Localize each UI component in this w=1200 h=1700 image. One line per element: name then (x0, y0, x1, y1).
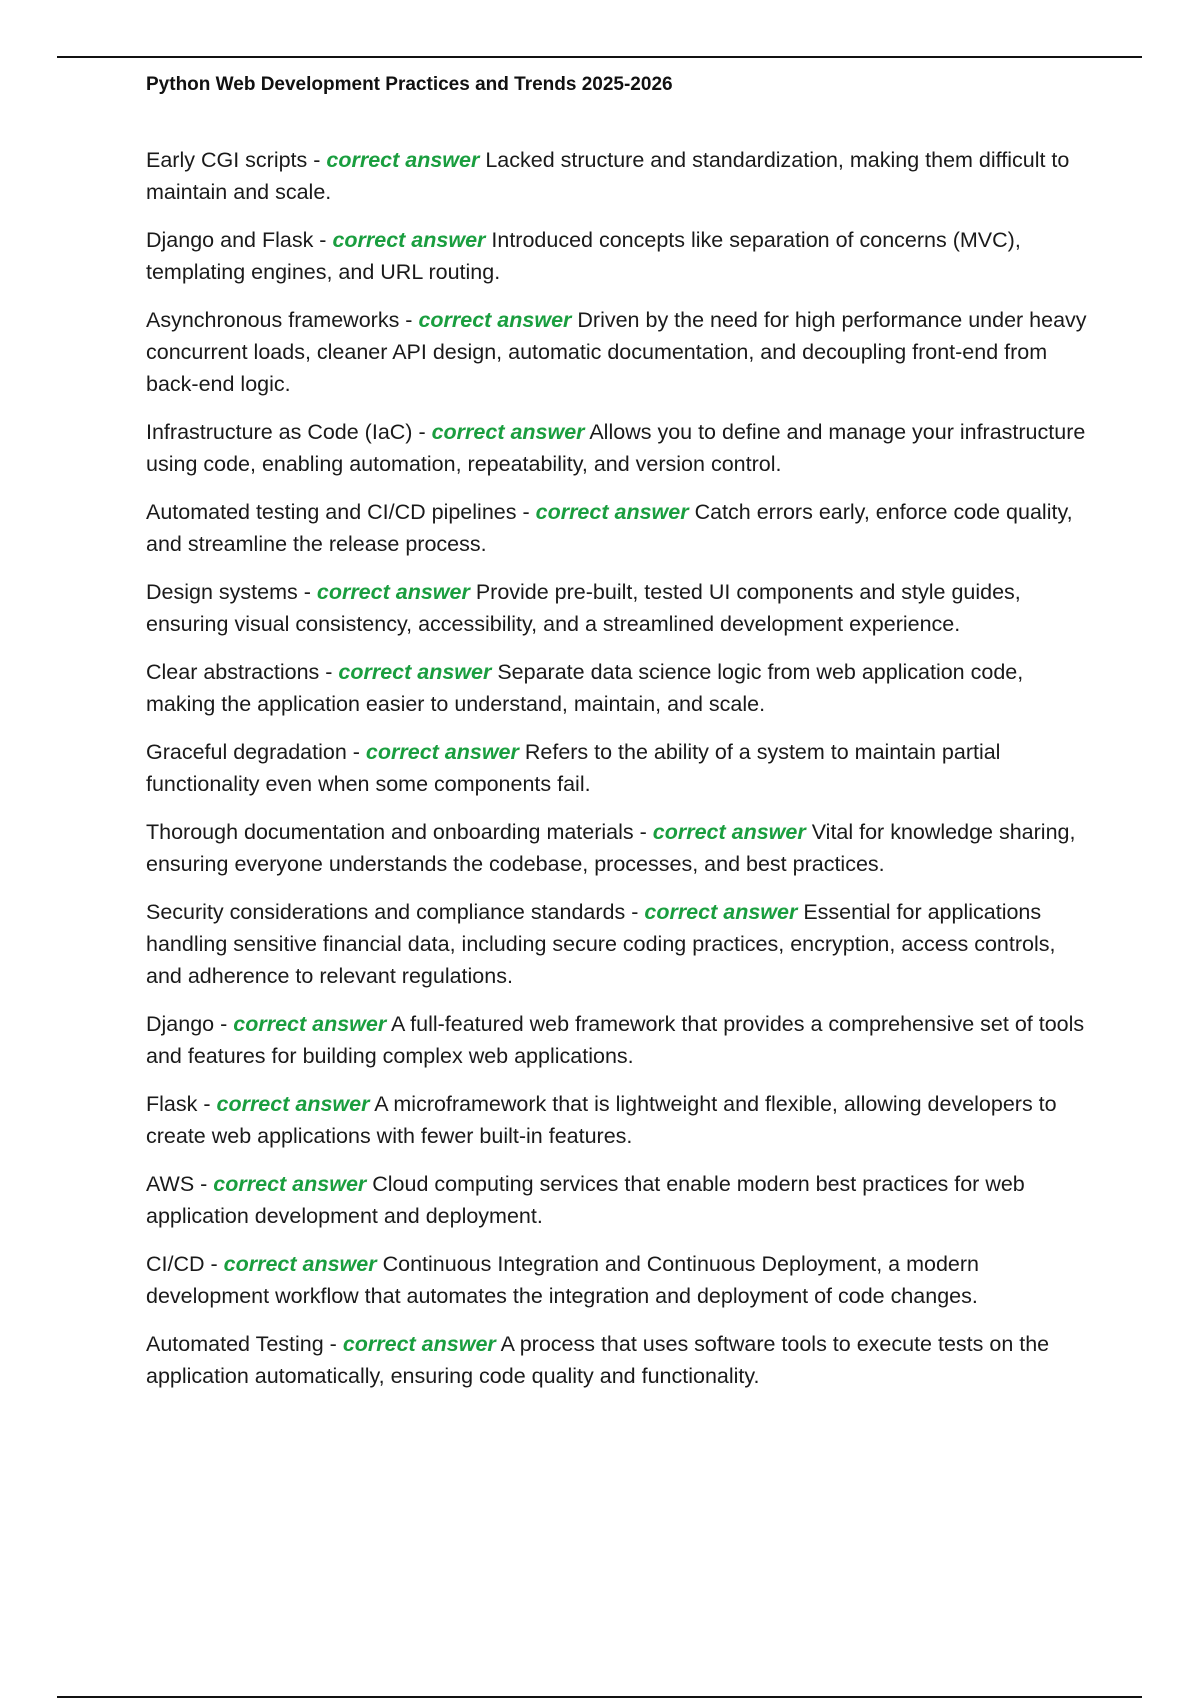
entry-design-systems (146, 576, 1096, 640)
entry-definition: Catch errors early, enforce code quality, and streamline the release process. (146, 500, 1073, 556)
entry-term: Graceful degradation (146, 740, 347, 764)
entry-definition: A microframework that is lightweight and flexible, allowing developers to create web applications with fewer built-in features. (146, 1092, 1057, 1148)
entry-term: Django (146, 1012, 215, 1036)
entry-term: Design systems (146, 580, 298, 604)
entry-definition: Lacked structure and standardization, making them difficult to maintain and scale. (146, 148, 1070, 204)
entry-infrastructure-as-code (146, 416, 1096, 480)
entry-django-and-flask (146, 224, 1096, 288)
correct-answer-label: correct answer (223, 1252, 377, 1276)
entry-security-considerations (146, 896, 1096, 992)
correct-answer-label: correct answer (644, 900, 798, 924)
entry-separator: - (297, 580, 317, 604)
header-rule (57, 56, 1142, 58)
correct-answer-label: correct answer (338, 660, 492, 684)
correct-answer-label: correct answer (233, 1012, 387, 1036)
entry-separator: - (323, 1332, 343, 1356)
correct-answer-label: correct answer (316, 580, 470, 604)
entry-django (146, 1008, 1096, 1072)
correct-answer-label: correct answer (216, 1092, 370, 1116)
entry-term: Asynchronous frameworks (146, 308, 400, 332)
entry-term: Security considerations and compliance standards (146, 900, 626, 924)
entry-flask (146, 1088, 1096, 1152)
entry-term: CI/CD (146, 1252, 205, 1276)
entry-term: Flask (146, 1092, 198, 1116)
entry-separator: - (214, 1012, 234, 1036)
entry-definition: Separate data science logic from web application code, making the application easier to understand, maintain, and scale. (146, 660, 1024, 716)
entry-term: Automated testing and CI/CD pipelines (146, 500, 517, 524)
correct-answer-label: correct answer (652, 820, 806, 844)
entry-definition: Continuous Integration and Continuous Deployment, a modern development workflow that automates the integration and deployment of code changes. (146, 1252, 979, 1308)
entry-separator: - (313, 228, 333, 252)
entry-aws (146, 1168, 1096, 1232)
entry-definition: Driven by the need for high performance under heavy concurrent loads, cleaner API design, automatic documentation, and decoupling front-end from back-end logic. (146, 308, 1087, 396)
entry-asynchronous-frameworks (146, 304, 1096, 400)
entry-automated-testing (146, 1328, 1096, 1392)
entry-definition: Vital for knowledge sharing, ensuring everyone understands the codebase, processes, and best practices. (146, 820, 1076, 876)
entry-definition: Provide pre-built, tested UI components and style guides, ensuring visual consistency, accessibility, and a streamlined development experience. (146, 580, 1021, 636)
entry-separator: - (204, 1252, 224, 1276)
correct-answer-label: correct answer (418, 308, 572, 332)
correct-answer-label: correct answer (326, 148, 480, 172)
correct-answer-label: correct answer (213, 1172, 367, 1196)
entry-definition: Allows you to define and manage your infrastructure using code, enabling automation, repeatability, and version control. (146, 420, 1086, 476)
correct-answer-label: correct answer (431, 420, 585, 444)
entry-term: Infrastructure as Code (IaC) (146, 420, 413, 444)
correct-answer-label: correct answer (365, 740, 519, 764)
correct-answer-label: correct answer (332, 228, 486, 252)
entry-separator: - (412, 420, 432, 444)
page-title: Python Web Development Practices and Trends 2025-2026 (146, 74, 673, 95)
entry-ci-cd (146, 1248, 1096, 1312)
entry-separator: - (399, 308, 419, 332)
entry-definition: A full-featured web framework that provides a comprehensive set of tools and features for building complex web applications. (146, 1012, 1085, 1068)
footer-rule (57, 1696, 1142, 1698)
entry-separator: - (197, 1092, 217, 1116)
entry-term: Django and Flask (146, 228, 314, 252)
correct-answer-label: correct answer (535, 500, 689, 524)
entry-separator: - (346, 740, 366, 764)
entry-definition: Cloud computing services that enable modern best practices for web application development and deployment. (146, 1172, 1025, 1228)
entry-definition: Essential for applications handling sensitive financial data, including secure coding practices, encryption, access controls, and adherence to relevant regulations. (146, 900, 1056, 988)
entry-separator: - (319, 660, 339, 684)
entry-separator: - (307, 148, 327, 172)
entry-separator: - (625, 900, 645, 924)
entry-thorough-documentation (146, 816, 1096, 880)
entry-separator: - (516, 500, 536, 524)
entry-term: Clear abstractions (146, 660, 320, 684)
entry-list (146, 144, 1096, 1408)
entry-separator: - (633, 820, 653, 844)
entry-definition: A process that uses software tools to execute tests on the application automatically, ensuring code quality and functionality. (146, 1332, 1050, 1388)
entry-definition: Refers to the ability of a system to maintain partial functionality even when some components fail. (146, 740, 1001, 796)
entry-term: Thorough documentation and onboarding materials (146, 820, 634, 844)
entry-graceful-degradation (146, 736, 1096, 800)
entry-term: Automated Testing (146, 1332, 324, 1356)
entry-term: Early CGI scripts (146, 148, 308, 172)
entry-separator: - (194, 1172, 214, 1196)
entry-clear-abstractions (146, 656, 1096, 720)
entry-definition: Introduced concepts like separation of concerns (MVC), templating engines, and URL routing. (146, 228, 1021, 284)
entry-early-cgi-scripts (146, 144, 1096, 208)
correct-answer-label: correct answer (342, 1332, 496, 1356)
entry-term: AWS (146, 1172, 195, 1196)
entry-automated-testing-ci-cd (146, 496, 1096, 560)
